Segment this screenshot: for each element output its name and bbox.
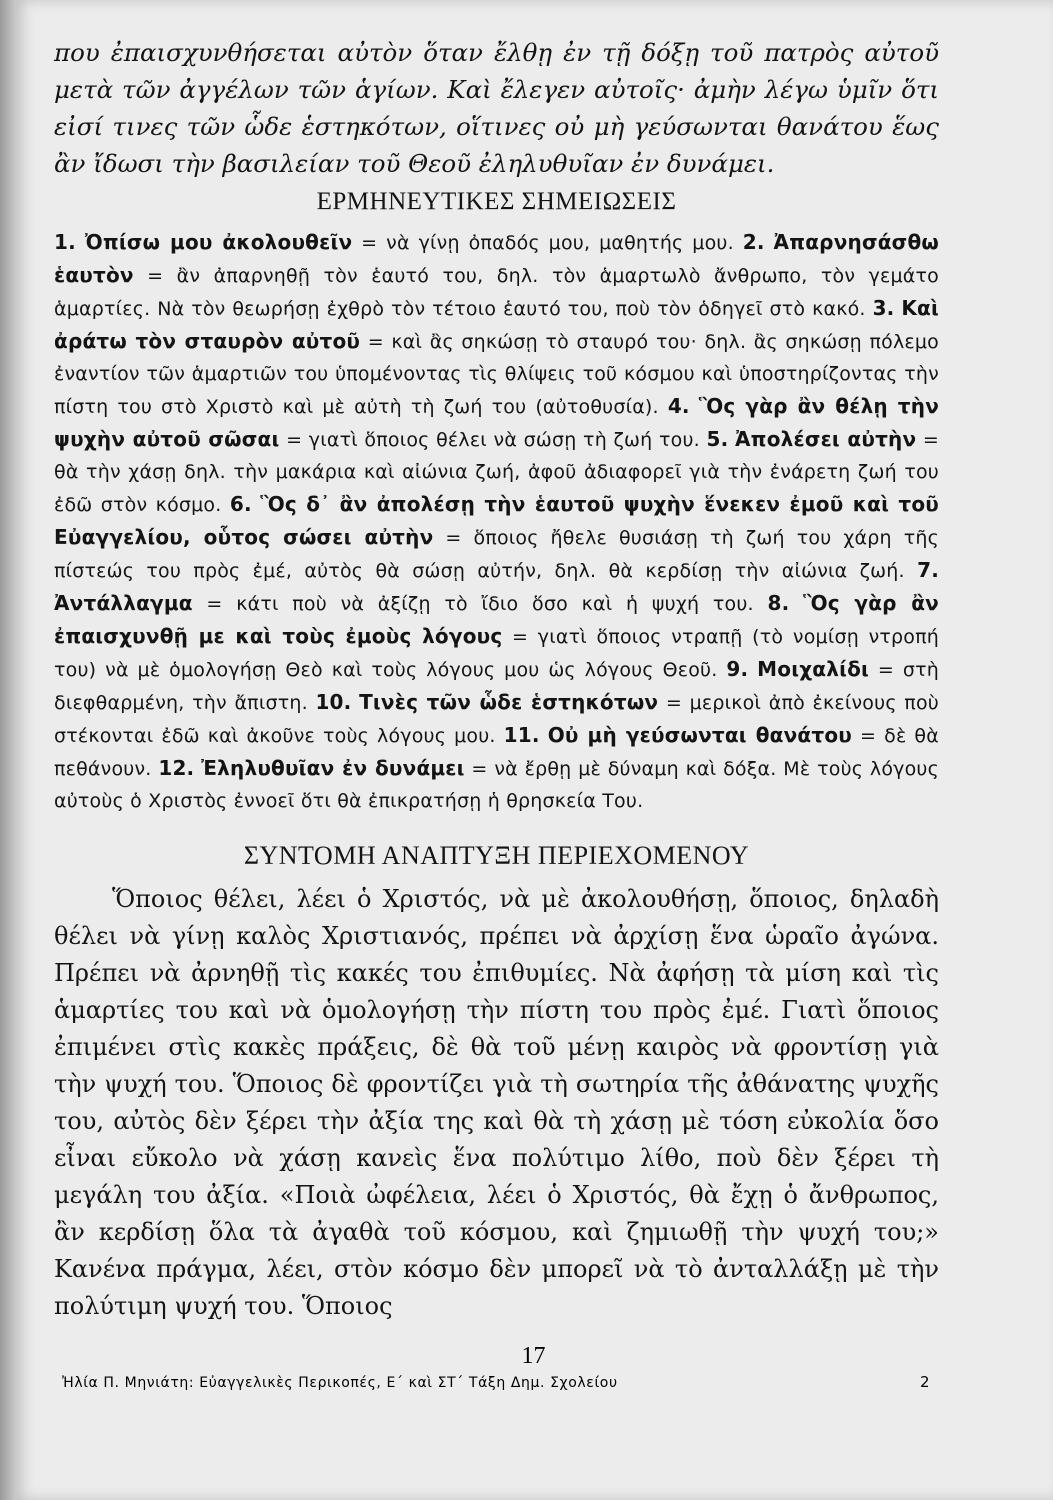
note-item: 8. Ὃς γὰρ ἂν ἐπαισχυνθῇ με καὶ τοὺς ἐμοὺς λόγους = γιατὶ ὅποιος ντραπῇ (τὸ νομίσῃ ντροπή του) νὰ μὲ ὁμολογήσῃ Θεὸ καὶ τοὺς λόγους μου ὡς λόγους Θεοῦ. <box>54 591 939 681</box>
note-item: 11. Οὐ μὴ γεύσωνται θανάτου = δὲ θὰ πεθάνουν. <box>54 723 939 780</box>
note-item: 10. Τινὲς τῶν ὧδε ἑστηκότων = μερικοὶ ἀπὸ ἐκείνους ποὺ στέκονται ἐδῶ καὶ ἀκοῦνε τοὺς λόγους μου. <box>54 690 939 747</box>
book-page <box>14 0 1053 1500</box>
notes-heading: ΕΡΜΗΝΕΥΤΙΚΕΣ ΣΗΜΕΙΩΣΕΙΣ <box>316 188 677 215</box>
page-content <box>54 34 939 1325</box>
note-item: 3. Καὶ ἀράτω τὸν σταυρὸν αὐτοῦ = καὶ ἂς σηκώσῃ τὸ σταυρό του· δηλ. ἂς σηκώσῃ πόλεμο ἐναντίον τῶν ἁμαρτιῶν του ὑπομένοντας τὶς θλίψεις τοῦ κόσμου καὶ ὑποστηρίζοντας τὴν πίστη του στὸ Χριστὸ καὶ μὲ αὐτὴ τὴ ζωή του (αὐτοθυσία). <box>54 296 939 418</box>
note-item: 6. Ὃς δ᾿ ἂν ἀπολέσῃ τὴν ἑαυτοῦ ψυχὴν ἕνεκεν ἐμοῦ καὶ τοῦ Εὐαγγελίου, οὗτος σώσει αὐτὴν = ὅποιος ἤθελε θυσιάσῃ τὴ ζωή του χάρη τῆς πίστεώς του πρὸς ἐμέ, αὐτὸς θὰ σώσῃ αὐτήν, δηλ. θὰ κερδίσῃ τὴν αἰώνια ζωή. <box>54 492 939 582</box>
summary-text: Ὅποιος θέλει, λέει ὁ Χριστός, νὰ μὲ ἀκολουθήσῃ, ὅποιος, δηλαδὴ θέλει νὰ γίνῃ καλὸς Χριστιανός, πρέπει νὰ ἀρχίσῃ ἕνα ὡραῖο ἀγώνα. Πρέπει νὰ ἀρνηθῇ τὶς κακές του ἐπιθυμίες. Νὰ ἀφήσῃ τὰ μίση καὶ τὶς ἁμαρτίες του καὶ νὰ ὁμολογήσῃ τὴν πίστη του πρὸς ἐμέ. Γιατὶ ὅποιος ἐπιμένει στὶς κακὲς πράξεις, δὲ θὰ τοῦ μένῃ καιρὸς νὰ φροντίσῃ γιὰ τὴν ψυχή του. Ὅποιος δὲ φροντίζει γιὰ τὴ σωτηρία τῆς ἀθάνατης ψυχῆς του, αὐτὸς δὲν ξέρει τὴν ἀξία της καὶ θὰ τὴ χάσῃ μὲ τόση εὐκολία ὅσο εἶναι εὔκολο νὰ χάσῃ κανεὶς ἕνα πολύτιμο λίθο, ποὺ δὲν ξέρει τὴ μεγάλη του ἀξία. «Ποιὰ ὠφέλεια, λέει ὁ Χριστός, θὰ ἔχῃ ὁ ἄνθρωπος, ἂν κερδίσῃ ὅλα τὰ ἀγαθὰ τοῦ κόσμου, καὶ ζημιωθῇ τὴν ψυχή του;» Κανένα πράγμα, λέει, στὸν κόσμο δὲν μπορεῖ νὰ τὸ ἀνταλλάξῃ μὲ τὴν πολύτιμη ψυχή του. Ὅποιος <box>54 885 939 1320</box>
explanatory-notes <box>54 226 939 817</box>
sheet-number: 2 <box>920 1373 930 1391</box>
note-item: 2. Ἀπαρνησάσθω ἑαυτὸν = ἂν ἀπαρνηθῇ τὸν ἑαυτό του, δηλ. τὸν ἁμαρτωλὸ ἄνθρωπο, τὸν γεμάτο ἁμαρτίες. Νὰ τὸν θεωρήσῃ ἐχθρὸ τὸν τέτοιο ἑαυτό του, ποὺ τὸν ὁδηγεῖ στὸ κακό. <box>54 230 939 320</box>
note-item: 4. Ὃς γὰρ ἂν θέλῃ τὴν ψυχὴν αὐτοῦ σῶσαι = γιατὶ ὅποιος θέλει νὰ σώσῃ τὴ ζωή του. <box>54 394 940 451</box>
note-item: 1. Ὀπίσω μου ἀκολουθεῖν = νὰ γίνῃ ὀπαδός μου, μαθητής μου. <box>54 230 734 254</box>
note-item: 5. Ἀπολέσει αὐτὴν = θὰ τὴν χάσῃ δηλ. τὴν μακάρια καὶ αἰώνια ζωή, ἀφοῦ ἀδιαφορεῖ γιὰ τὴν ἐνάρετη ζωή του ἐδῶ στὸν κόσμο. <box>54 427 940 516</box>
note-item: 12. Ἐληλυθυῖαν ἐν δυνάμει = νὰ ἔρθῃ μὲ δύναμη καὶ δόξα. Μὲ τοὺς λόγους αὐτοὺς ὁ Χριστὸς ἐννοεῖ ὅτι θὰ ἐπικρατήσῃ ἡ θρησκεία Του. <box>54 756 939 812</box>
note-item: 9. Μοιχαλίδι = στὴ διεφθαρμένη, τὴν ἄπιστη. <box>54 657 939 714</box>
summary-heading: ΣΥΝΤΟΜΗ ΑΝΑΠΤΥΞΗ ΠΕΡΙΕΧΟΜΕΝΟΥ <box>243 841 750 870</box>
page-number: 17 <box>521 1343 546 1369</box>
book-spine-shadow <box>0 0 14 1500</box>
footer-citation: Ἠλία Π. Μηνιάτη: Εὐαγγελικὲς Περικοπές, Ε΄ καὶ ΣΤ΄ Τάξη Δημ. Σχολείου <box>62 1375 618 1391</box>
gospel-verse-text: που ἐπαισχυνθήσεται αὐτὸν ὅταν ἔλθῃ ἐν τῇ δόξῃ τοῦ πατρὸς αὐτοῦ μετὰ τῶν ἀγγέλων τῶν ἁγίων. Καὶ ἔλεγεν αὐτοῖς· ἀμὴν λέγω ὑμῖν ὅτι εἰσί τινες τῶν ὧδε ἑστηκότων, οἵτινες οὐ μὴ γεύσωνται θανάτου ἕως ἂν ἴδωσι τὴν βασιλείαν τοῦ Θεοῦ ἐληλυθυῖαν ἐν δυνάμει. <box>54 38 939 178</box>
note-item: 7. Ἀντάλλαγμα = κάτι ποὺ νὰ ἀξίζῃ τὸ ἴδιο ὅσο καὶ ἡ ψυχή του. <box>54 558 939 615</box>
